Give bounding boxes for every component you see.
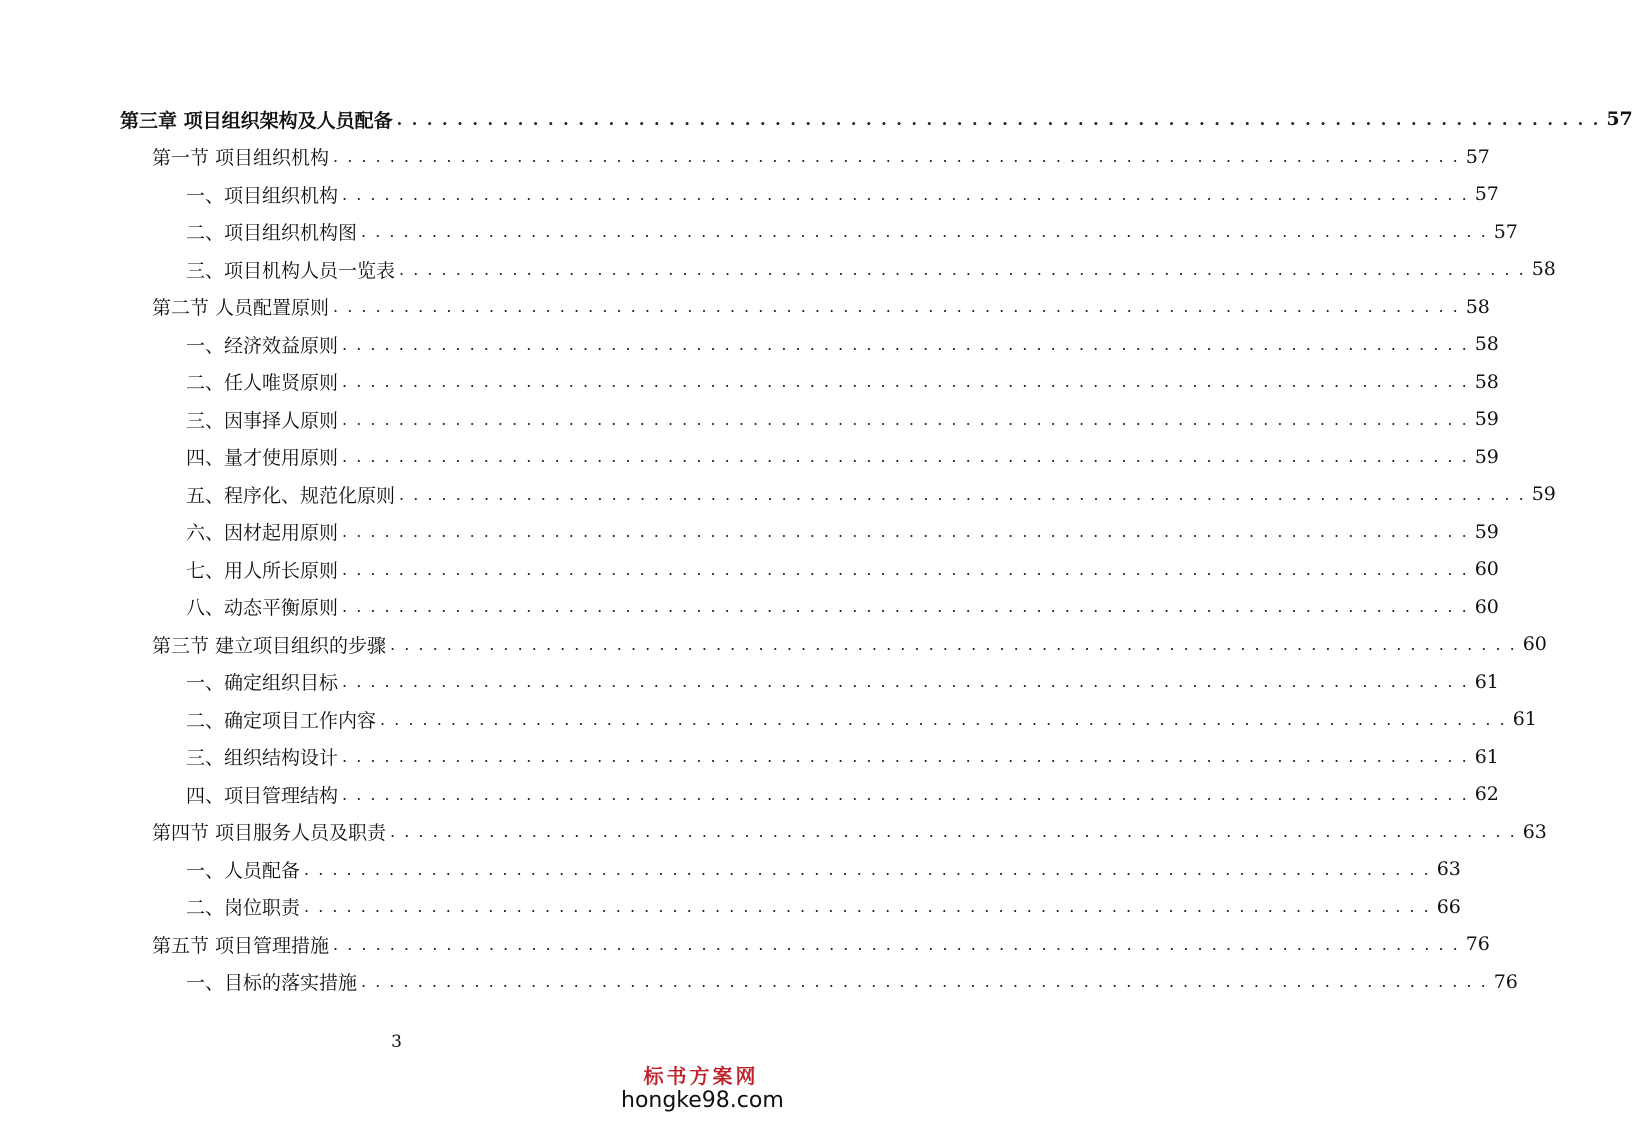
toc-entry-title: 二、任人唯贤原则 [186,372,339,394]
toc-dot-leader: . . . . . . . . . . . . . . . . . . . . . . . . . . . . . . . . . . . . . . . . . . . . . . . . . . . . . . . . . . . . . . . . . . . . . . . . . . . . . . . . [361,222,1488,241]
toc-subsection[interactable] [186,516,1499,548]
toc-entry-page: 63 [1522,820,1547,843]
toc-entry-page: 57 [1606,108,1633,130]
toc-section[interactable] [152,928,1490,960]
toc-entry-title: 四、项目管理结构 [186,784,339,807]
page-number: 3 [391,1032,402,1052]
toc-dot-leader: . . . . . . . . . . . . . . . . . . . . . . . . . . . . . . . . . . . . . . . . . . . . . . . . . . . . . . . . . . . . . . . . . . . . . . . . . . . . . . . . [396,109,1601,129]
toc-dot-leader: . . . . . . . . . . . . . . . . . . . . . . . . . . . . . . . . . . . . . . . . . . . . . . . . . . . . . . . . . . . . . . . . . . . . . . . . . . . . . . . . [342,372,1469,391]
toc-entry-page: 60 [1522,633,1547,655]
toc-entry-title: 一、经济效益原则 [186,334,339,357]
toc-entry-title: 一、项目组织机构 [186,184,339,207]
toc-entry-title: 五、程序化、规范化原则 [186,484,396,507]
toc-subsection[interactable] [186,778,1499,810]
toc-subsection[interactable] [186,478,1556,510]
toc-entry-title: 七、用人所长原则 [186,559,339,582]
toc-entry-page: 76 [1465,933,1490,955]
toc-section[interactable] [152,628,1547,660]
toc-dot-leader: . . . . . . . . . . . . . . . . . . . . . . . . . . . . . . . . . . . . . . . . . . . . . . . . . . . . . . . . . . . . . . . . . . . . . . . . . . . . . . . . [390,634,1517,654]
toc-subsection[interactable] [186,328,1499,360]
toc-dot-leader: . . . . . . . . . . . . . . . . . . . . . . . . . . . . . . . . . . . . . . . . . . . . . . . . . . . . . . . . . . . . . . . . . . . . . . . . . . . . . . . . [333,934,1460,954]
toc-subsection[interactable] [186,591,1499,623]
toc-entry-title: 三、因事择人原则 [186,409,339,432]
toc-entry-page: 61 [1474,670,1499,693]
toc-entry-page: 60 [1474,558,1499,580]
toc-entry-title: 四、量才使用原则 [186,447,339,469]
watermark-name: 标书方案网 [643,1064,759,1088]
toc-entry-title: 第三节 建立项目组织的步骤 [152,634,387,657]
toc-subsection[interactable] [186,178,1499,210]
toc-dot-leader: . . . . . . . . . . . . . . . . . . . . . . . . . . . . . . . . . . . . . . . . . . . . . . . . . . . . . . . . . . . . . . . . . . . . . . . . . . . . . . . . [342,184,1469,204]
toc-entry-page: 66 [1436,895,1461,918]
toc-dot-leader: . . . . . . . . . . . . . . . . . . . . . . . . . . . . . . . . . . . . . . . . . . . . . . . . . . . . . . . . . . . . . . . . . . . . . . . . . . . . . . . . [342,672,1469,691]
toc-subsection[interactable] [186,216,1518,248]
toc-entry-title: 一、人员配备 [186,859,301,882]
toc-entry-page: 61 [1474,745,1499,768]
toc-entry-page: 59 [1474,520,1499,543]
toc-dot-leader: . . . . . . . . . . . . . . . . . . . . . . . . . . . . . . . . . . . . . . . . . . . . . . . . . . . . . . . . . . . . . . . . . . . . . . . . . . . . . . . . [304,897,1431,916]
toc-entry-title: 第一节 项目组织机构 [152,147,330,169]
toc-dot-leader: . . . . . . . . . . . . . . . . . . . . . . . . . . . . . . . . . . . . . . . . . . . . . . . . . . . . . . . . . . . . . . . . . . . . . . . . . . . . . . . . [304,859,1431,879]
toc-dot-leader: . . . . . . . . . . . . . . . . . . . . . . . . . . . . . . . . . . . . . . . . . . . . . . . . . . . . . . . . . . . . . . . . . . . . . . . . . . . . . . . . [342,559,1469,579]
toc-dot-leader: . . . . . . . . . . . . . . . . . . . . . . . . . . . . . . . . . . . . . . . . . . . . . . . . . . . . . . . . . . . . . . . . . . . . . . . . . . . . . . . . [333,297,1460,316]
toc-entry-title: 八、动态平衡原则 [186,597,339,619]
toc-entry-page: 58 [1465,295,1490,318]
toc-entry-title: 一、确定组织目标 [186,672,339,694]
toc-entry-page: 57 [1474,183,1499,205]
toc-dot-leader: . . . . . . . . . . . . . . . . . . . . . . . . . . . . . . . . . . . . . . . . . . . . . . . . . . . . . . . . . . . . . . . . . . . . . . . . . . . . . . . . [342,334,1469,354]
toc-entry-title: 第二节 人员配置原则 [152,297,330,319]
toc-entry-page: 62 [1474,783,1499,805]
toc-dot-leader: . . . . . . . . . . . . . . . . . . . . . . . . . . . . . . . . . . . . . . . . . . . . . . . . . . . . . . . . . . . . . . . . . . . . . . . . . . . . . . . . [342,447,1469,466]
toc-entry-page: 59 [1474,445,1499,468]
toc-entry-title: 二、确定项目工作内容 [186,709,377,732]
toc-entry-title: 二、岗位职责 [186,897,301,919]
toc-entry-title: 三、组织结构设计 [186,747,339,769]
toc-entry-page: 76 [1493,970,1518,993]
toc-entry-title: 六、因材起用原则 [186,522,339,544]
toc-chapter[interactable] [120,103,1633,135]
toc-subsection[interactable] [186,853,1461,885]
toc-dot-leader: . . . . . . . . . . . . . . . . . . . . . . . . . . . . . . . . . . . . . . . . . . . . . . . . . . . . . . . . . . . . . . . . . . . . . . . . . . . . . . . . [361,972,1488,991]
toc-entry-page: 58 [1474,370,1499,393]
toc-dot-leader: . . . . . . . . . . . . . . . . . . . . . . . . . . . . . . . . . . . . . . . . . . . . . . . . . . . . . . . . . . . . . . . . . . . . . . . . . . . . . . . . [333,147,1460,166]
toc-dot-leader: . . . . . . . . . . . . . . . . . . . . . . . . . . . . . . . . . . . . . . . . . . . . . . . . . . . . . . . . . . . . . . . . . . . . . . . . . . . . . . . . [399,259,1526,279]
toc-dot-leader: . . . . . . . . . . . . . . . . . . . . . . . . . . . . . . . . . . . . . . . . . . . . . . . . . . . . . . . . . . . . . . . . . . . . . . . . . . . . . . . . [342,597,1469,616]
toc-dot-leader: . . . . . . . . . . . . . . . . . . . . . . . . . . . . . . . . . . . . . . . . . . . . . . . . . . . . . . . . . . . . . . . . . . . . . . . . . . . . . . . . [342,784,1469,804]
toc-entry-page: 59 [1474,408,1499,430]
toc-subsection[interactable] [186,366,1499,398]
toc-subsection[interactable] [186,441,1499,473]
toc-entry-title: 第四节 项目服务人员及职责 [152,822,387,844]
toc-dot-leader: . . . . . . . . . . . . . . . . . . . . . . . . . . . . . . . . . . . . . . . . . . . . . . . . . . . . . . . . . . . . . . . . . . . . . . . . . . . . . . . . [399,484,1526,504]
toc-entry-title: 第三章 项目组织架构及人员配备 [120,109,393,132]
toc-dot-leader: . . . . . . . . . . . . . . . . . . . . . . . . . . . . . . . . . . . . . . . . . . . . . . . . . . . . . . . . . . . . . . . . . . . . . . . . . . . . . . . . [342,747,1469,766]
toc-subsection[interactable] [186,403,1499,435]
toc-dot-leader: . . . . . . . . . . . . . . . . . . . . . . . . . . . . . . . . . . . . . . . . . . . . . . . . . . . . . . . . . . . . . . . . . . . . . . . . . . . . . . . . [342,409,1469,429]
toc-entry-page: 58 [1531,258,1556,280]
toc-entry-page: 58 [1474,333,1499,355]
toc-dot-leader: . . . . . . . . . . . . . . . . . . . . . . . . . . . . . . . . . . . . . . . . . . . . . . . . . . . . . . . . . . . . . . . . . . . . . . . . . . . . . . . . [390,822,1517,841]
toc-entry-page: 60 [1474,595,1499,618]
toc-entry-page: 63 [1436,858,1461,880]
toc-subsection[interactable] [186,741,1499,773]
toc-subsection[interactable] [186,666,1499,698]
toc-dot-leader: . . . . . . . . . . . . . . . . . . . . . . . . . . . . . . . . . . . . . . . . . . . . . . . . . . . . . . . . . . . . . . . . . . . . . . . . . . . . . . . . [342,522,1469,541]
toc-section[interactable] [152,816,1547,848]
toc-entry-page: 57 [1493,220,1518,243]
toc-subsection[interactable] [186,891,1461,923]
toc-section[interactable] [152,141,1490,173]
toc-subsection[interactable] [186,966,1518,998]
toc-entry-page: 57 [1465,145,1490,168]
watermark-url: hongke98.com [621,1088,784,1113]
toc-dot-leader: . . . . . . . . . . . . . . . . . . . . . . . . . . . . . . . . . . . . . . . . . . . . . . . . . . . . . . . . . . . . . . . . . . . . . . . . . . . . . . . . [380,709,1507,729]
toc-subsection[interactable] [186,553,1499,585]
toc-entry-title: 第五节 项目管理措施 [152,934,330,957]
toc-entry-title: 二、项目组织机构图 [186,222,358,244]
watermark [621,1064,784,1114]
toc-entry-page: 59 [1531,483,1556,505]
toc-subsection[interactable] [186,253,1556,285]
toc-entry-page: 61 [1512,708,1537,730]
toc-subsection[interactable] [186,703,1537,735]
toc-entry-title: 三、项目机构人员一览表 [186,259,396,282]
toc-section[interactable] [152,291,1490,323]
toc-entry-title: 一、目标的落实措施 [186,972,358,994]
